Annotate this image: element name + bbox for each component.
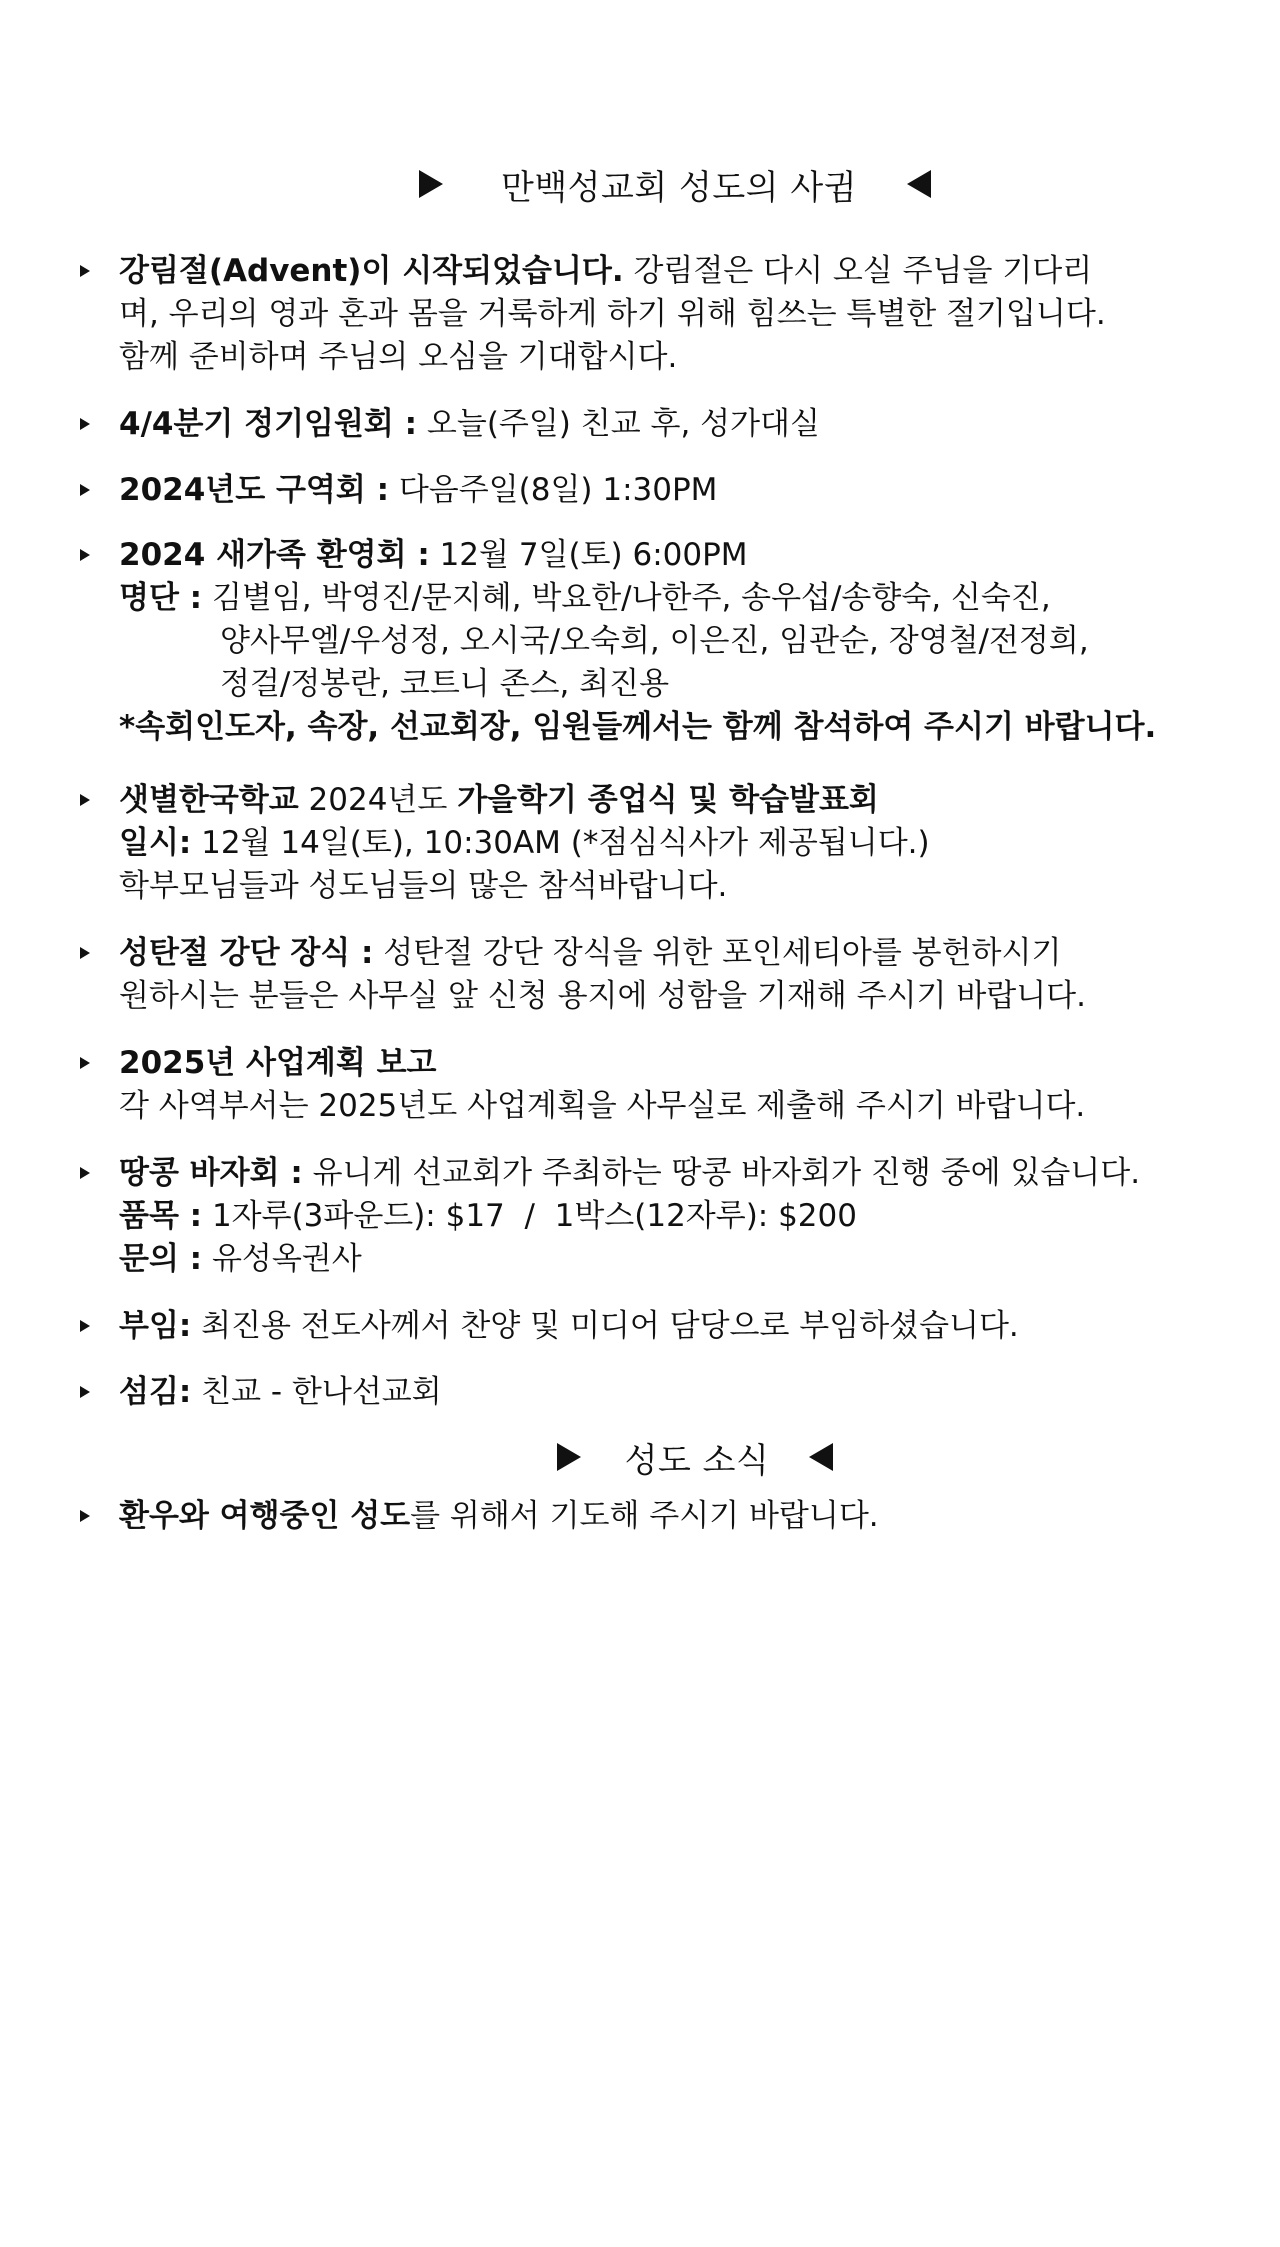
advent-title: 강림절(Advent)이 시작되었습니다.: [119, 253, 624, 289]
welcome-text: 12월 7일(토) 6:00PM: [429, 537, 748, 573]
district-text: 다음주일(8일) 1:30PM: [389, 472, 718, 508]
welcome-note: *속회인도자, 속장, 선교회장, 임원들께서는 함께 참석하여 주시기 바랍니다.: [119, 709, 1157, 745]
bazaar-title: 땅콩 바자회 :: [119, 1155, 303, 1191]
school-event: 가을학기 종업식 및 학습발표회: [457, 782, 879, 818]
announcements-heading: [390, 160, 960, 208]
bullet-icon: [80, 794, 90, 806]
triangle-right-icon: [557, 1443, 581, 1471]
bazaar-contact: 유성옥권사: [202, 1241, 362, 1277]
school-text: 학부모님들과 성도님들의 많은 참석바랍니다.: [119, 868, 728, 904]
bazaar-items: 1자루(3파운드): $17 / 1박스(12자루): $200: [202, 1198, 857, 1234]
names-line-2: 양사무엘/우성정, 오시국/오숙희, 이은진, 임관순, 장영철/전정희,: [220, 623, 1089, 659]
bullet-icon: [80, 947, 90, 959]
committee-text: 오늘(주일) 친교 후, 성가대실: [417, 406, 820, 442]
bullet-icon: [80, 1057, 90, 1069]
appointment-title: 부임:: [119, 1308, 192, 1344]
decoration-title: 성탄절 강단 장식 :: [119, 935, 374, 971]
names-label: 명단 :: [119, 580, 203, 616]
bullet-icon: [80, 1510, 90, 1522]
names-line-3: 정걸/정봉란, 코트니 존스, 최진용: [220, 666, 670, 702]
bazaar-text: 유니게 선교회가 주최하는 땅콩 바자회가 진행 중에 있습니다.: [302, 1155, 1141, 1191]
advent-text-1: 강림절은 다시 오실 주님을 기다리: [623, 253, 1093, 289]
appointment-text: 최진용 전도사께서 찬양 및 미디어 담당으로 부임하셨습니다.: [191, 1308, 1019, 1344]
school-date-label: 일시:: [119, 825, 192, 861]
bullet-icon: [80, 549, 90, 561]
serving-title: 섬김:: [119, 1374, 192, 1410]
advent-text-2: 며, 우리의 영과 혼과 몸을 거룩하게 하기 위해 힘쓰는 특별한 절기입니다.: [119, 296, 1106, 332]
welcome-title: 2024 새가족 환영회 :: [119, 537, 430, 573]
bullet-icon: [80, 1386, 90, 1398]
bazaar-contact-label: 문의 :: [119, 1241, 203, 1277]
plan-text: 각 사역부서는 2025년도 사업계획을 사무실로 제출해 주시기 바랍니다.: [119, 1088, 1086, 1124]
prayer-title: 환우와 여행중인 성도: [119, 1498, 411, 1534]
district-title: 2024년도 구역회 :: [119, 472, 389, 508]
news-heading-text: 성도 소식: [624, 1440, 770, 1481]
committee-title: 4/4분기 정기임원회 :: [119, 406, 418, 442]
bullet-icon: [80, 1320, 90, 1332]
plan-title: 2025년 사업계획 보고: [119, 1045, 437, 1081]
prayer-text: 를 위해서 기도해 주시기 바랍니다.: [410, 1498, 879, 1534]
bullet-icon: [80, 265, 90, 277]
triangle-left-icon: [809, 1443, 833, 1471]
school-name: 샛별한국학교: [119, 782, 299, 818]
school-date: 12월 14일(토), 10:30AM (*점심식사가 제공됩니다.): [191, 825, 930, 861]
school-year: 2024년도: [298, 782, 458, 818]
bullet-icon: [80, 1167, 90, 1179]
news-heading: [545, 1433, 845, 1481]
triangle-right-icon: [419, 170, 443, 198]
triangle-left-icon: [907, 170, 931, 198]
decoration-text-2: 원하시는 분들은 사무실 앞 신청 용지에 성함을 기재해 주시기 바랍니다.: [119, 978, 1086, 1014]
names-line-1: 김별임, 박영진/문지혜, 박요한/나한주, 송우섭/송향숙, 신숙진,: [202, 580, 1051, 616]
decoration-text-1: 성탄절 강단 장식을 위한 포인세티아를 봉헌하시기: [373, 935, 1062, 971]
advent-text-3: 함께 준비하며 주님의 오심을 기대합시다.: [119, 339, 678, 375]
bullet-icon: [80, 418, 90, 430]
bullet-icon: [80, 484, 90, 496]
bazaar-items-label: 품목 :: [119, 1198, 203, 1234]
announcements-heading-text: 만백성교회 성도의 사귐: [500, 167, 858, 208]
serving-text: 친교 - 한나선교회: [191, 1374, 442, 1410]
